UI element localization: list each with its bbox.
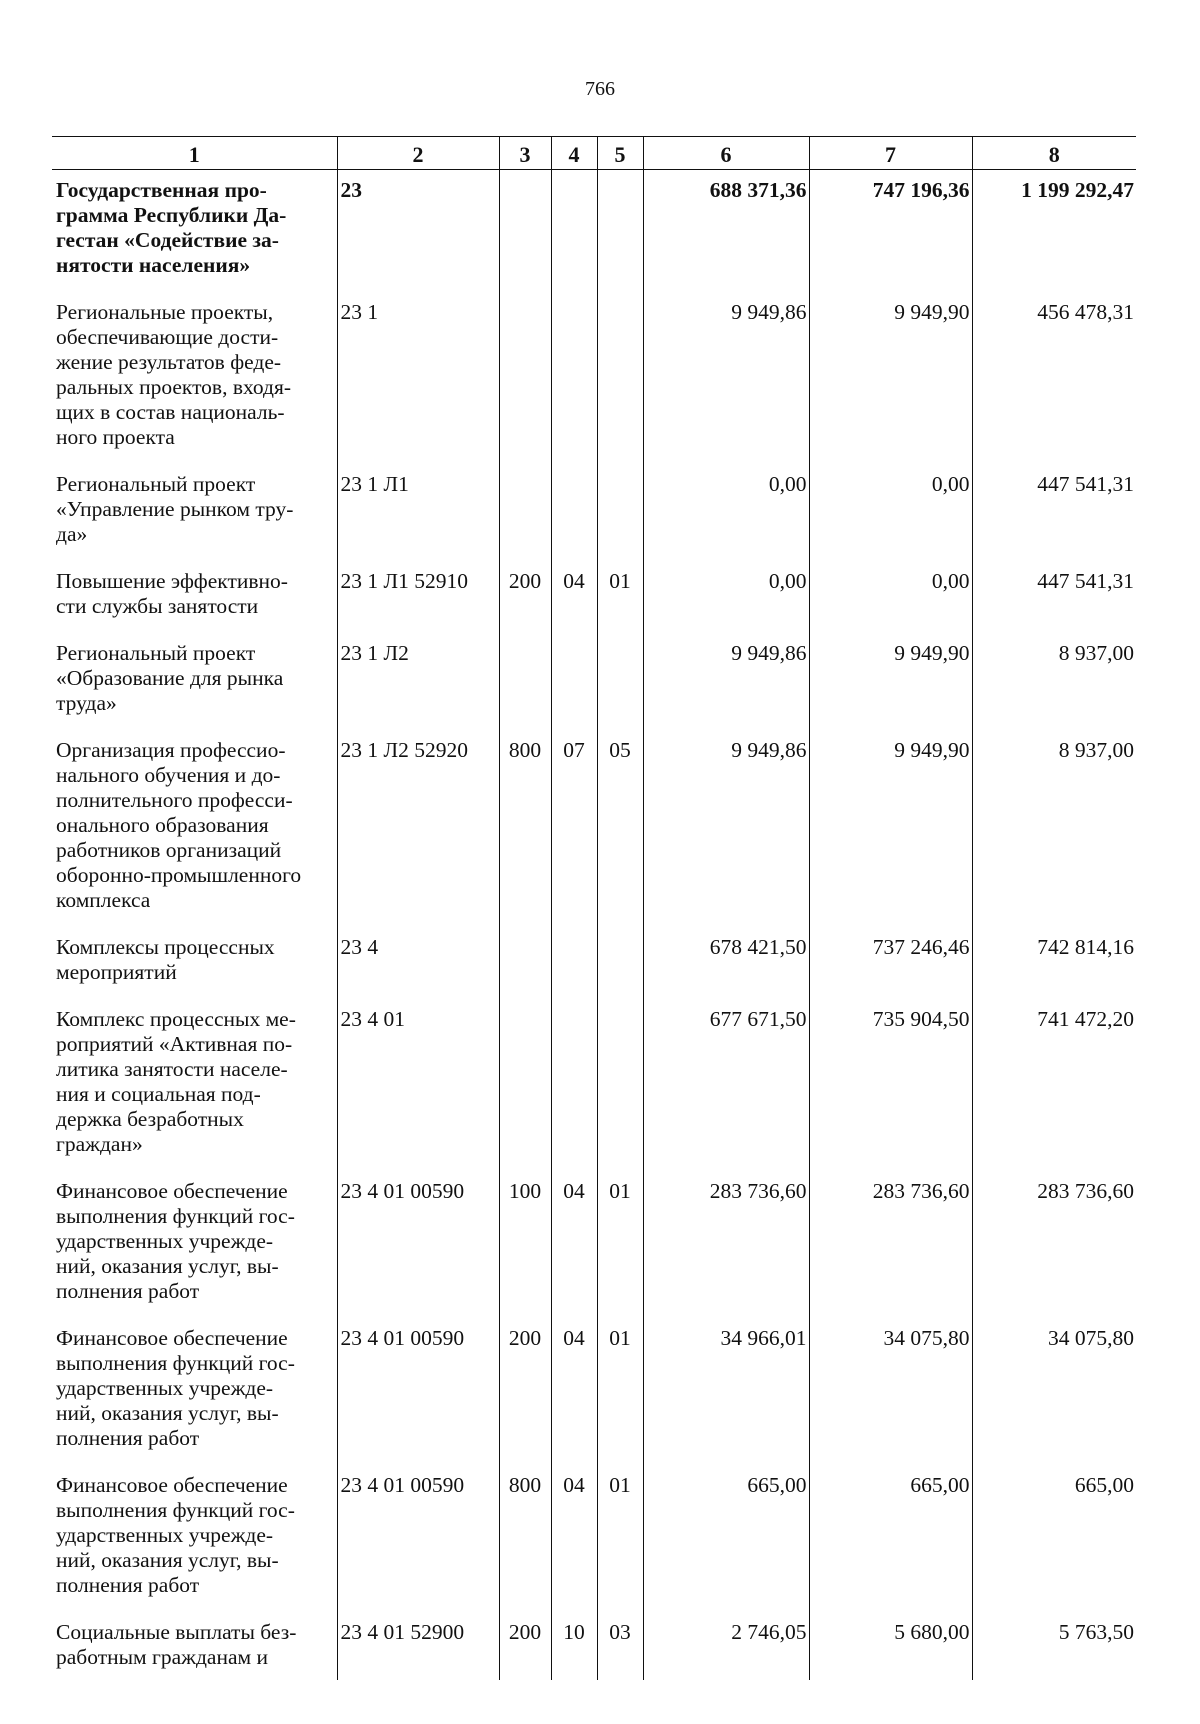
header-col-7: 7 xyxy=(809,137,972,170)
cell-col-5: 01 xyxy=(597,1465,643,1612)
cell-col-3: 100 xyxy=(499,1171,551,1318)
table-row xyxy=(52,999,1136,1171)
table-row xyxy=(52,292,1136,464)
table-row xyxy=(52,1612,1136,1680)
cell-col-4 xyxy=(551,633,597,730)
cell-col-5 xyxy=(597,927,643,999)
cell-col-3 xyxy=(499,170,551,293)
cell-name: Комплекс процессных ме- роприятий «Активная по- литика занятости населе- ния и социальная под- держка безработных граждан» xyxy=(56,1007,296,1156)
cell-col-3: 800 xyxy=(499,730,551,927)
table-row xyxy=(52,730,1136,927)
cell-code: 23 xyxy=(337,170,499,293)
cell-value-6: 9 949,86 xyxy=(643,730,809,927)
cell-code: 23 4 01 xyxy=(337,999,499,1171)
cell-value-6: 677 671,50 xyxy=(643,999,809,1171)
cell-value-6: 678 421,50 xyxy=(643,927,809,999)
cell-name: Повышение эффективно- сти службы занятости xyxy=(56,569,288,618)
cell-value-7: 9 949,90 xyxy=(809,633,972,730)
cell-value-7: 5 680,00 xyxy=(809,1612,972,1680)
cell-code: 23 4 01 00590 xyxy=(337,1171,499,1318)
table-row xyxy=(52,927,1136,999)
cell-name: Финансовое обеспечение выполнения функций гос- ударственных учрежде- ний, оказания услуг, вы- полнения работ xyxy=(56,1326,295,1450)
cell-value-7: 0,00 xyxy=(809,561,972,633)
cell-col-4: 04 xyxy=(551,1465,597,1612)
cell-value-7: 737 246,46 xyxy=(809,927,972,999)
cell-value-8: 665,00 xyxy=(972,1465,1136,1612)
cell-value-7: 0,00 xyxy=(809,464,972,561)
cell-value-8: 742 814,16 xyxy=(972,927,1136,999)
cell-value-6: 688 371,36 xyxy=(643,170,809,293)
page-number: 766 xyxy=(585,78,615,100)
cell-code: 23 1 Л2 xyxy=(337,633,499,730)
cell-code: 23 4 xyxy=(337,927,499,999)
cell-col-5 xyxy=(597,633,643,730)
cell-value-8: 447 541,31 xyxy=(972,464,1136,561)
cell-value-8: 8 937,00 xyxy=(972,633,1136,730)
cell-value-7: 735 904,50 xyxy=(809,999,972,1171)
cell-col-3 xyxy=(499,927,551,999)
cell-value-8: 456 478,31 xyxy=(972,292,1136,464)
cell-name: Финансовое обеспечение выполнения функций гос- ударственных учрежде- ний, оказания услуг, вы- полнения работ xyxy=(56,1473,295,1597)
cell-code: 23 1 xyxy=(337,292,499,464)
cell-col-3 xyxy=(499,292,551,464)
cell-col-4: 04 xyxy=(551,1318,597,1465)
cell-col-5: 03 xyxy=(597,1612,643,1680)
cell-col-4: 04 xyxy=(551,561,597,633)
table-row xyxy=(52,633,1136,730)
cell-name: Государственная про- грамма Республики Да- гестан «Содействие за- нятости населения» xyxy=(56,178,287,277)
cell-name: Финансовое обеспечение выполнения функций гос- ударственных учрежде- ний, оказания услуг, вы- полнения работ xyxy=(56,1179,295,1303)
header-col-8: 8 xyxy=(972,137,1136,170)
cell-col-4 xyxy=(551,464,597,561)
cell-col-4 xyxy=(551,927,597,999)
cell-name: Организация профессио- нального обучения и до- полнительного професси- онального образования работников организаций оборонно-промышленного комплекса xyxy=(56,738,302,912)
cell-value-8: 5 763,50 xyxy=(972,1612,1136,1680)
header-col-6: 6 xyxy=(643,137,809,170)
cell-value-7: 665,00 xyxy=(809,1465,972,1612)
cell-code: 23 4 01 00590 xyxy=(337,1318,499,1465)
cell-value-7: 34 075,80 xyxy=(809,1318,972,1465)
cell-value-8: 1 199 292,47 xyxy=(972,170,1136,293)
cell-value-6: 283 736,60 xyxy=(643,1171,809,1318)
cell-value-6: 2 746,05 xyxy=(643,1612,809,1680)
cell-col-3: 200 xyxy=(499,1318,551,1465)
cell-col-3: 200 xyxy=(499,1612,551,1680)
cell-col-4 xyxy=(551,292,597,464)
cell-col-5: 01 xyxy=(597,1171,643,1318)
cell-value-6: 9 949,86 xyxy=(643,633,809,730)
table-row xyxy=(52,464,1136,561)
cell-value-8: 8 937,00 xyxy=(972,730,1136,927)
cell-col-5 xyxy=(597,464,643,561)
header-col-1: 1 xyxy=(52,137,337,170)
header-col-4: 4 xyxy=(551,137,597,170)
cell-col-4: 07 xyxy=(551,730,597,927)
header-col-5: 5 xyxy=(597,137,643,170)
cell-value-6: 665,00 xyxy=(643,1465,809,1612)
cell-code: 23 4 01 00590 xyxy=(337,1465,499,1612)
cell-value-8: 741 472,20 xyxy=(972,999,1136,1171)
cell-value-6: 9 949,86 xyxy=(643,292,809,464)
cell-col-3 xyxy=(499,633,551,730)
cell-col-3 xyxy=(499,999,551,1171)
cell-col-4 xyxy=(551,170,597,293)
cell-code: 23 1 Л2 52920 xyxy=(337,730,499,927)
cell-code: 23 1 Л1 xyxy=(337,464,499,561)
header-col-3: 3 xyxy=(499,137,551,170)
cell-name: Комплексы процессных мероприятий xyxy=(56,935,275,984)
table-row xyxy=(52,1465,1136,1612)
cell-name: Региональный проект «Управление рынком тру- да» xyxy=(56,472,294,546)
cell-col-3: 200 xyxy=(499,561,551,633)
cell-col-3 xyxy=(499,464,551,561)
cell-value-8: 34 075,80 xyxy=(972,1318,1136,1465)
cell-name: Социальные выплаты без- работным гражданам и xyxy=(56,1620,297,1669)
table-row xyxy=(52,1318,1136,1465)
table-row xyxy=(52,170,1136,293)
cell-value-7: 747 196,36 xyxy=(809,170,972,293)
cell-value-6: 0,00 xyxy=(643,464,809,561)
cell-col-5 xyxy=(597,170,643,293)
cell-name: Региональные проекты, обеспечивающие дости- жение результатов феде- ральных проектов, входя- щих в состав националь- ного проекта xyxy=(56,300,292,449)
table-row xyxy=(52,1171,1136,1318)
cell-code: 23 1 Л1 52910 xyxy=(337,561,499,633)
table-row xyxy=(52,561,1136,633)
cell-col-4: 10 xyxy=(551,1612,597,1680)
cell-value-7: 9 949,90 xyxy=(809,730,972,927)
cell-name: Региональный проект «Образование для рынка труда» xyxy=(56,641,284,715)
cell-value-8: 447 541,31 xyxy=(972,561,1136,633)
budget-table xyxy=(52,136,1136,1680)
cell-value-6: 34 966,01 xyxy=(643,1318,809,1465)
cell-code: 23 4 01 52900 xyxy=(337,1612,499,1680)
cell-col-5: 01 xyxy=(597,1318,643,1465)
cell-col-3: 800 xyxy=(499,1465,551,1612)
header-col-2: 2 xyxy=(337,137,499,170)
cell-col-5: 01 xyxy=(597,561,643,633)
cell-col-5: 05 xyxy=(597,730,643,927)
cell-value-7: 283 736,60 xyxy=(809,1171,972,1318)
cell-col-4: 04 xyxy=(551,1171,597,1318)
cell-value-6: 0,00 xyxy=(643,561,809,633)
header-row xyxy=(52,137,1136,170)
cell-value-8: 283 736,60 xyxy=(972,1171,1136,1318)
cell-col-5 xyxy=(597,292,643,464)
cell-col-4 xyxy=(551,999,597,1171)
cell-col-5 xyxy=(597,999,643,1171)
cell-value-7: 9 949,90 xyxy=(809,292,972,464)
